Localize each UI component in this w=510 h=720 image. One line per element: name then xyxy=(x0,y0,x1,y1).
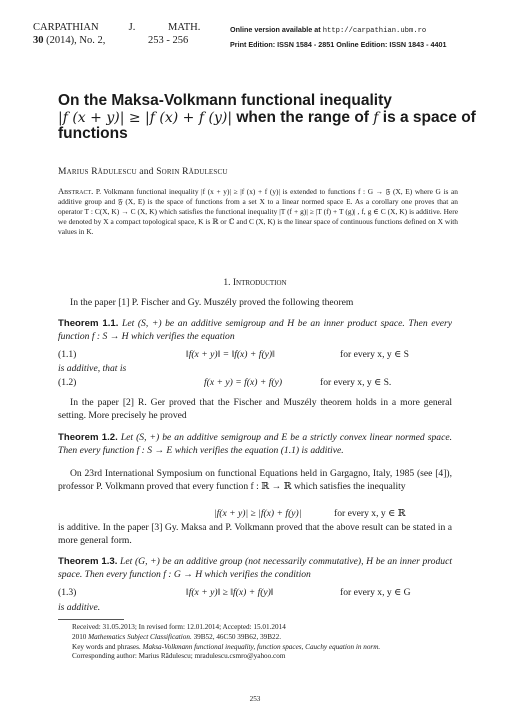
journal-volume: 30 xyxy=(33,35,44,46)
theorem-1-3-text: Let (G, +) be an additive group (not necessarily commutative), H be an inner product space. Then every function f : G → H which verifies the condition xyxy=(58,556,452,580)
equation-1-1 xyxy=(58,349,452,362)
journal-name-word1: CARPATHIAN xyxy=(33,22,99,33)
footnote-received: Received: 31.05.2013; In revised form: 12.01.2014; Accepted: 15.01.2014 xyxy=(72,623,286,631)
theorem-1-3 xyxy=(58,556,452,581)
is-additive-that-is: is additive, that is xyxy=(58,363,127,374)
keywords-label: Key words and phrases. xyxy=(72,642,141,651)
msc-codes: 39B52, 46C50 39B62, 39B22. xyxy=(191,632,282,641)
equation-volkmann-cond: for every x, y ∈ ℝ xyxy=(334,508,406,519)
online-prefix: Online version available at xyxy=(230,25,323,34)
author-2: Sorin Rădulescu xyxy=(156,167,228,177)
abstract-text: P. Volkmann functional inequality |f (x + y)| ≥ |f (x) + f (y)| is extended to functions f : G → 𝔉 (X, E) where G is an additive group and 𝔉 (X, E) is the space of functions from a set X to a linear normed space E. As a corollary one proves that an operator T : C(X, K) → C (X, K) which satisfies the functional inequality |T (f + g)| ≥ |T (f) + T (g)| , f, g ∈ C (X, K) is additive. Here we denoted by X a compact topological space, K is ℝ or ℂ and C (X, K) is the linear space of continuous functions defined on X with values in K. xyxy=(58,187,458,236)
abstract-label: Abstract. xyxy=(58,186,94,196)
equation-1-2-expr: f(x + y) = f(x) + f(y) xyxy=(204,377,283,388)
authors xyxy=(58,167,228,177)
theorem-1-1-text: Let (S, +) be an additive semigroup and H be an inner product space. Then every function f : S → H which verifies the equation xyxy=(58,318,452,342)
equation-1-2-cond: for every x, y ∈ S. xyxy=(320,377,392,388)
theorem-1-2-head: Theorem 1.2. xyxy=(58,432,118,443)
edition-info xyxy=(230,23,447,51)
journal-header xyxy=(33,21,236,47)
title-math: |f (x + y)| ≥ |f (x) + f (y)| xyxy=(58,109,233,126)
author-1: Marius Rădulescu xyxy=(58,167,137,177)
theorem-1-2-text: Let (S, +) be an additive semigroup and E be a strictly convex linear normed space. Then every function f : S → E which verifies the equation (1.1) is additive. xyxy=(58,432,452,456)
title-line2-rest: when the range of xyxy=(232,108,374,126)
theorem-1-1-head: Theorem 1.1. xyxy=(58,318,119,329)
paragraph-3: On 23rd International Symposium on functional Equations held in Gargagno, Italy, 1985 (see [4]), professor P. Volkmann proved that every function f : ℝ → ℝ which satisfies the inequality xyxy=(58,468,452,492)
theorem-1-2 xyxy=(58,432,452,457)
equation-1-3-cond: for every x, y ∈ G xyxy=(340,587,411,598)
footnote-corresponding: Corresponding author: Marius Rădulescu; mradulescu.csmro@yahoo.com xyxy=(72,652,286,661)
theorem-1-1 xyxy=(58,318,452,343)
abstract xyxy=(58,186,458,237)
journal-pages: 253 - 256 xyxy=(148,35,189,46)
title-line2-end: is a space of xyxy=(378,108,476,126)
title-f: f xyxy=(373,109,379,126)
theorem-1-3-head: Theorem 1.3. xyxy=(58,556,118,567)
page-number: 253 xyxy=(249,695,261,703)
equation-1-3 xyxy=(58,587,452,600)
equation-1-2-number: (1.2) xyxy=(58,377,77,388)
footnote-msc xyxy=(72,633,462,643)
equation-1-1-number: (1.1) xyxy=(58,349,77,360)
title-line1: On the Maksa-Volkmann functional inequality xyxy=(58,92,392,109)
equation-volkmann-expr: |f(x + y)| ≥ |f(x) + f(y)| xyxy=(214,508,302,519)
journal-name-word2: J. xyxy=(128,22,136,33)
paper-title xyxy=(58,93,478,143)
footnote xyxy=(72,623,462,662)
journal-year-issue: (2014), No. 2, xyxy=(46,35,106,46)
keywords-text: Maksa-Volkmann functional inequality, function spaces, Cauchy equation in norm. xyxy=(140,642,381,651)
msc-prefix: 2010 xyxy=(72,632,89,641)
footnote-keywords xyxy=(72,643,462,653)
section-title: 1. Introduction xyxy=(223,278,287,288)
paragraph-1: In the paper [1] P. Fischer and Gy. Muszély proved the following theorem xyxy=(70,297,354,308)
equation-1-2 xyxy=(58,377,452,390)
equation-1-1-expr: ‖f(x + y)‖ = ‖f(x) + f(y)‖ xyxy=(186,349,275,360)
equation-volkmann xyxy=(58,508,452,521)
footnote-rule xyxy=(58,619,124,620)
paragraph-4: is additive. In the paper [3] Gy. Maksa and P. Volkmann proved that the above result can be stated in a more general form. xyxy=(58,522,452,546)
equation-1-3-expr: ‖f(x + y)‖ ≥ ‖f(x) + f(y)‖ xyxy=(186,587,274,598)
equation-1-3-number: (1.3) xyxy=(58,587,77,598)
online-url: http://carpathian.ubm.ro xyxy=(322,27,427,35)
authors-and: and xyxy=(139,167,154,177)
title-line3: functions xyxy=(58,125,128,142)
equation-1-1-cond: for every x, y ∈ S xyxy=(340,349,409,360)
print-edition: Print Edition: ISSN 1584 - 2851 Online Edition: ISSN 1843 - 4401 xyxy=(230,40,447,49)
msc-label: Mathematics Subject Classification. xyxy=(88,632,192,641)
is-additive: is additive. xyxy=(58,602,101,613)
journal-name-word3: MATH. xyxy=(168,22,201,33)
paragraph-2: In the paper [2] R. Ger proved that the Fischer and Muszély theorem holds in a more general setting. More precisely he proved xyxy=(58,397,452,421)
